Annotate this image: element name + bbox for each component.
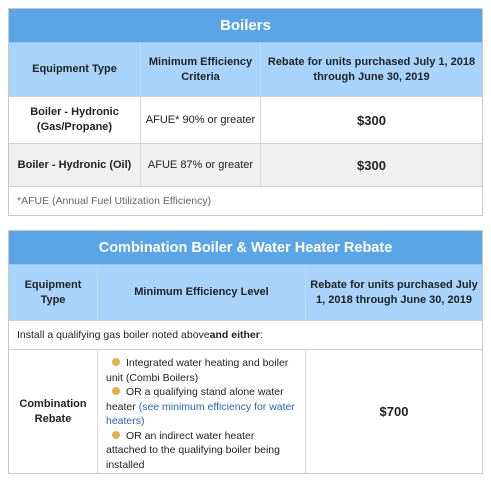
combo-header-row (9, 265, 482, 321)
footnote-row (9, 187, 482, 215)
option-list (97, 350, 305, 473)
instruction-row (9, 321, 482, 350)
col-equipment-type: Equipment Type (32, 63, 117, 75)
instruction-bold: and either (209, 328, 260, 341)
combo-title: Combination Boiler & Water Heater Rebate (9, 231, 482, 265)
option-text: OR an indirect water heater attached to the qualifying boiler being installed (106, 429, 280, 471)
boilers-header-row (9, 43, 482, 97)
combo-table (8, 230, 483, 474)
col-min-efficiency: Minimum Efficiency Level (97, 265, 305, 320)
table-row (9, 144, 482, 187)
instruction-text (9, 321, 482, 349)
boilers-table (8, 8, 483, 216)
bullet-dot-icon (112, 358, 120, 366)
col-rebate: Rebate for units purchased July 1, 2018 through June 30, 2019 (260, 43, 482, 96)
instruction-prefix: Install a qualifying gas boiler noted above (17, 328, 210, 341)
water-heater-efficiency-link[interactable]: (see minimum efficiency for water heaters) (106, 400, 295, 427)
rebate-amount: $300 (260, 97, 482, 143)
combination-rebate-row (9, 350, 482, 473)
list-item (106, 385, 297, 429)
option-text: OR a qualifying stand alone water heater (106, 386, 284, 413)
list-item (106, 356, 297, 385)
boilers-title: Boilers (9, 9, 482, 43)
bullet-dot-icon (112, 431, 120, 439)
rebate-amount: $700 (305, 350, 482, 473)
col-equipment-type: Equipment Type (24, 278, 82, 306)
col-rebate: Rebate for units purchased July 1, 2018 through June 30, 2019 (305, 265, 482, 320)
efficiency: AFUE* 90% or greater (140, 97, 260, 143)
col-min-efficiency: Minimum Efficiency Criteria (140, 43, 260, 96)
efficiency: AFUE 87% or greater (140, 144, 260, 186)
afue-footnote: *AFUE (Annual Fuel Utilization Efficiency) (17, 194, 212, 207)
equipment-type: Boiler - Hydronic (Gas/Propane) (30, 106, 119, 133)
table-row (9, 97, 482, 144)
bullet-dot-icon (112, 387, 120, 395)
list-item (106, 429, 297, 473)
rebate-amount: $300 (260, 144, 482, 186)
equipment-type: Boiler - Hydronic (Oil) (17, 158, 132, 171)
option-text: Integrated water heating and boiler unit (Combi Boilers) (106, 357, 289, 384)
instruction-suffix: : (259, 328, 263, 341)
equipment-type: Combination Rebate (19, 397, 87, 425)
